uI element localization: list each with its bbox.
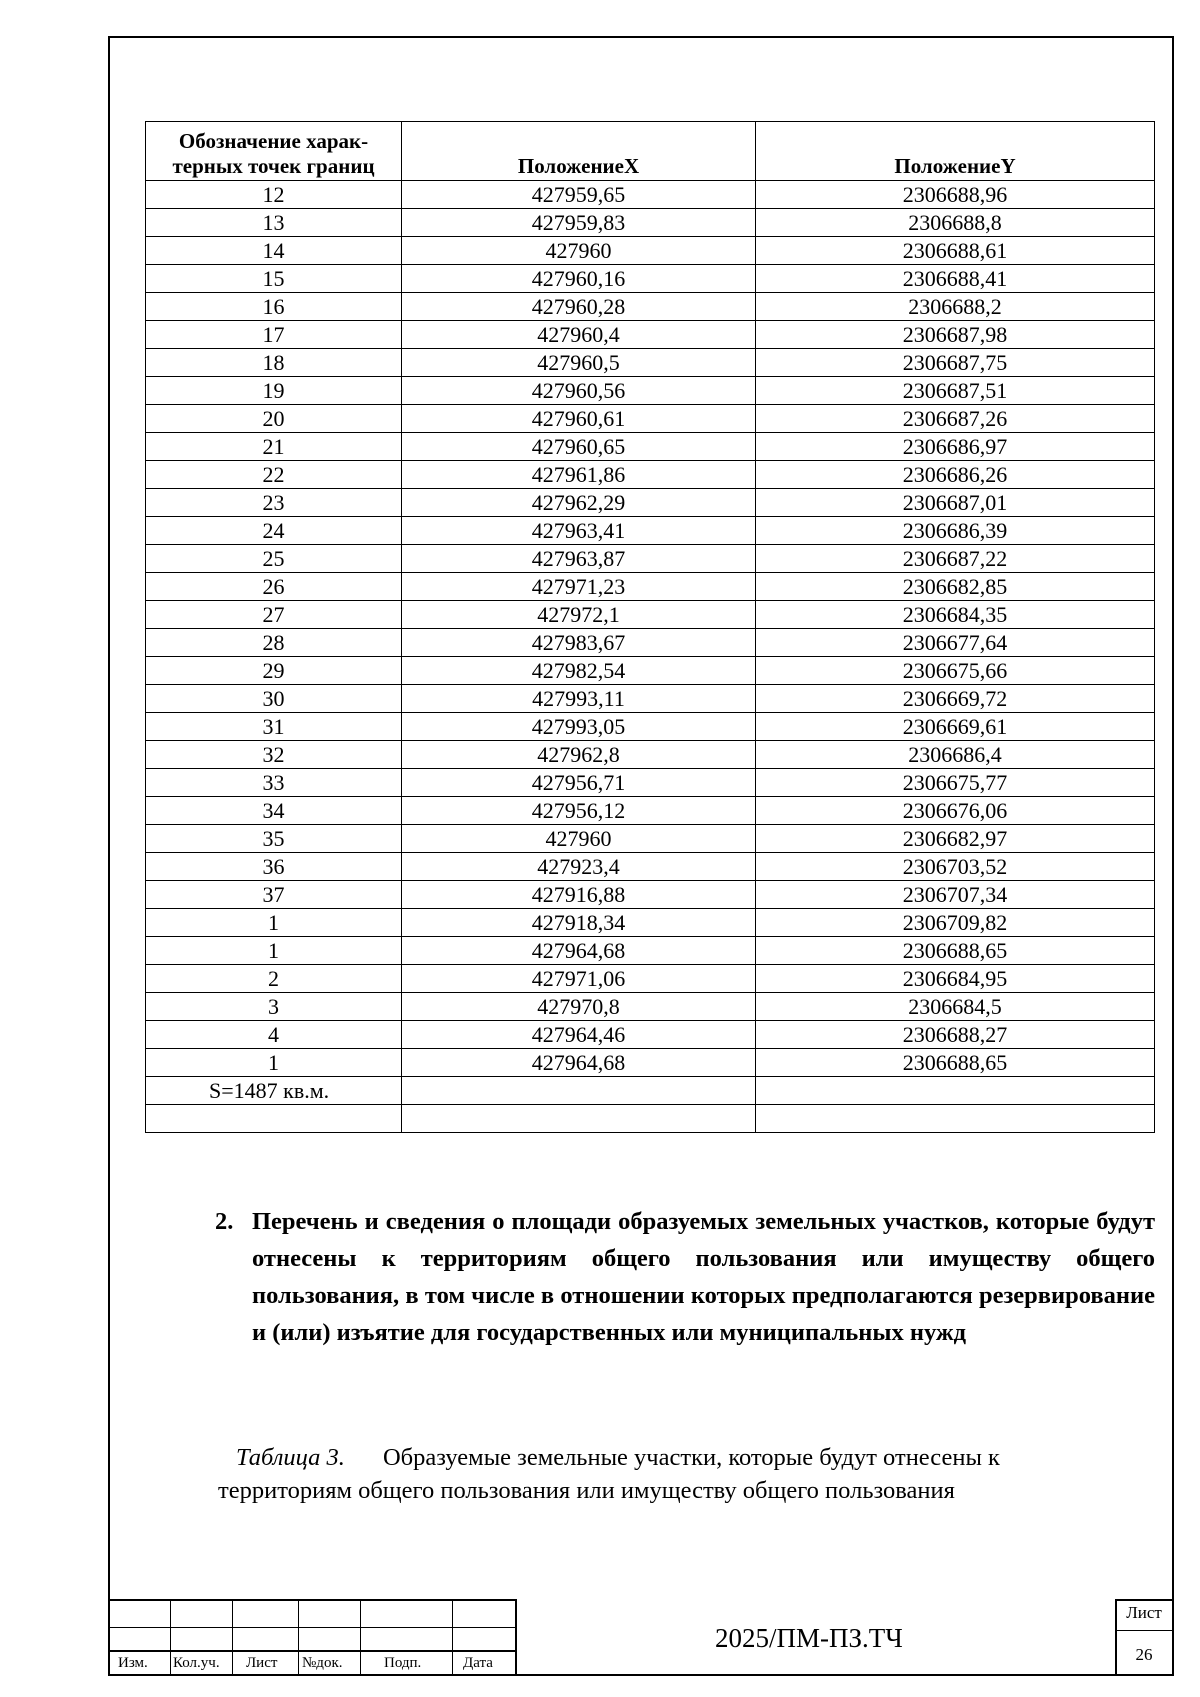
- table-row: [146, 237, 1155, 265]
- table-row: [146, 181, 1155, 209]
- point-cell: 28: [146, 629, 402, 657]
- table-row: [146, 349, 1155, 377]
- point-cell: 1: [146, 909, 402, 937]
- point-cell: 3: [146, 993, 402, 1021]
- y-cell: 2306707,34: [756, 881, 1155, 909]
- sheet-number: 26: [1135, 1645, 1153, 1664]
- table-row: [146, 741, 1155, 769]
- x-cell: 427962,29: [402, 489, 756, 517]
- point-cell: 31: [146, 713, 402, 741]
- y-cell: 2306688,2: [756, 293, 1155, 321]
- point-cell: 37: [146, 881, 402, 909]
- header-position-y: ПоложениеY: [756, 122, 1155, 181]
- stamp-izm: Изм.: [118, 1655, 148, 1671]
- table-row: [146, 713, 1155, 741]
- table-row: [146, 517, 1155, 545]
- y-cell: 2306684,35: [756, 601, 1155, 629]
- table-row: [146, 545, 1155, 573]
- table-row: [146, 433, 1155, 461]
- x-cell: 427963,87: [402, 545, 756, 573]
- point-cell: 14: [146, 237, 402, 265]
- x-cell: 427960,65: [402, 433, 756, 461]
- y-cell: 2306688,41: [756, 265, 1155, 293]
- point-cell: 19: [146, 377, 402, 405]
- y-cell: 2306688,65: [756, 937, 1155, 965]
- stamp-data: Дата: [463, 1655, 493, 1671]
- stamp-n-dok: №док.: [302, 1655, 343, 1671]
- area-cell: S=1487 кв.м.: [146, 1077, 402, 1105]
- table-row: [146, 265, 1155, 293]
- point-cell: 2: [146, 965, 402, 993]
- point-cell: 12: [146, 181, 402, 209]
- table-row: [146, 937, 1155, 965]
- y-cell: 2306688,96: [756, 181, 1155, 209]
- point-cell: 17: [146, 321, 402, 349]
- x-cell: 427960,61: [402, 405, 756, 433]
- y-cell: 2306687,22: [756, 545, 1155, 573]
- y-cell: 2306688,8: [756, 209, 1155, 237]
- y-cell: 2306687,01: [756, 489, 1155, 517]
- table-row: [146, 209, 1155, 237]
- x-cell: 427960,16: [402, 265, 756, 293]
- table-row: [146, 881, 1155, 909]
- y-cell: 2306687,51: [756, 377, 1155, 405]
- x-cell: 427971,06: [402, 965, 756, 993]
- empty-row: [146, 1105, 1155, 1133]
- y-cell: 2306675,66: [756, 657, 1155, 685]
- table-row: [146, 629, 1155, 657]
- table-header-row: [146, 122, 1155, 181]
- point-cell: 22: [146, 461, 402, 489]
- point-cell: 30: [146, 685, 402, 713]
- x-cell: 427993,05: [402, 713, 756, 741]
- x-cell: 427961,86: [402, 461, 756, 489]
- x-cell: 427972,1: [402, 601, 756, 629]
- point-cell: 35: [146, 825, 402, 853]
- point-cell: 26: [146, 573, 402, 601]
- y-cell: 2306682,85: [756, 573, 1155, 601]
- x-cell: 427963,41: [402, 517, 756, 545]
- table-body: [146, 181, 1155, 1133]
- x-cell: 427923,4: [402, 853, 756, 881]
- table-row: [146, 377, 1155, 405]
- y-cell: 2306687,75: [756, 349, 1155, 377]
- table-caption: [218, 1441, 1148, 1507]
- stamp-kol-uch: Кол.уч.: [173, 1655, 220, 1671]
- point-cell: 23: [146, 489, 402, 517]
- area-row: [146, 1077, 1155, 1105]
- table-row: [146, 853, 1155, 881]
- header-point-designation: Обозначение харак- терных точек границ: [146, 122, 402, 181]
- y-cell: 2306669,61: [756, 713, 1155, 741]
- point-cell: 15: [146, 265, 402, 293]
- point-cell: 36: [146, 853, 402, 881]
- point-cell: 16: [146, 293, 402, 321]
- y-cell: 2306676,06: [756, 797, 1155, 825]
- x-cell: 427959,83: [402, 209, 756, 237]
- point-cell: 24: [146, 517, 402, 545]
- point-cell: 13: [146, 209, 402, 237]
- point-cell: 33: [146, 769, 402, 797]
- header-position-x: ПоложениеX: [402, 122, 756, 181]
- table-row: [146, 909, 1155, 937]
- y-cell: 2306684,5: [756, 993, 1155, 1021]
- table-row: [146, 797, 1155, 825]
- x-cell: 427964,68: [402, 1049, 756, 1077]
- y-cell: 2306687,98: [756, 321, 1155, 349]
- y-cell: 2306686,26: [756, 461, 1155, 489]
- y-cell: 2306669,72: [756, 685, 1155, 713]
- table-row: [146, 965, 1155, 993]
- x-cell: 427960,4: [402, 321, 756, 349]
- x-cell: 427960,28: [402, 293, 756, 321]
- x-cell: 427916,88: [402, 881, 756, 909]
- x-cell: 427964,68: [402, 937, 756, 965]
- coordinates-table: [145, 121, 1155, 1133]
- table-row: [146, 1049, 1155, 1077]
- table-row: [146, 825, 1155, 853]
- y-cell: 2306684,95: [756, 965, 1155, 993]
- table-row: [146, 293, 1155, 321]
- table-row: [146, 461, 1155, 489]
- x-cell: 427970,8: [402, 993, 756, 1021]
- x-cell: 427960,56: [402, 377, 756, 405]
- x-cell: 427971,23: [402, 573, 756, 601]
- caption-text-line2: территориям общего пользования или имуществу общего пользования: [218, 1477, 955, 1504]
- y-cell: 2306688,27: [756, 1021, 1155, 1049]
- y-cell: 2306709,82: [756, 909, 1155, 937]
- y-cell: 2306682,97: [756, 825, 1155, 853]
- x-cell: 427960: [402, 237, 756, 265]
- table-row: [146, 489, 1155, 517]
- table-row: [146, 657, 1155, 685]
- x-cell: 427964,46: [402, 1021, 756, 1049]
- stamp-list: Лист: [246, 1655, 278, 1671]
- point-cell: 25: [146, 545, 402, 573]
- y-cell: 2306688,61: [756, 237, 1155, 265]
- y-cell: 2306675,77: [756, 769, 1155, 797]
- point-cell: 27: [146, 601, 402, 629]
- section-heading: [215, 1203, 1155, 1351]
- document-code: 2025/ПМ-ПЗ.ТЧ: [715, 1623, 903, 1653]
- stamp-podp: Подп.: [384, 1655, 422, 1671]
- y-cell: 2306688,65: [756, 1049, 1155, 1077]
- x-cell: 427960: [402, 825, 756, 853]
- y-cell: 2306686,97: [756, 433, 1155, 461]
- x-cell: 427918,34: [402, 909, 756, 937]
- section-number: 2.: [215, 1208, 234, 1235]
- y-cell: 2306686,4: [756, 741, 1155, 769]
- point-cell: 1: [146, 1049, 402, 1077]
- point-cell: 21: [146, 433, 402, 461]
- point-cell: 34: [146, 797, 402, 825]
- table-row: [146, 1021, 1155, 1049]
- caption-label: Таблица 3.: [236, 1444, 345, 1471]
- x-cell: 427983,67: [402, 629, 756, 657]
- x-cell: 427962,8: [402, 741, 756, 769]
- table-row: [146, 321, 1155, 349]
- x-cell: 427960,5: [402, 349, 756, 377]
- x-cell: 427982,54: [402, 657, 756, 685]
- caption-text-line1: Образуемые земельные участки, которые будут отнесены к: [382, 1444, 1000, 1471]
- x-cell: 427956,71: [402, 769, 756, 797]
- table-row: [146, 601, 1155, 629]
- sheet-label: Лист: [1126, 1603, 1162, 1622]
- table-row: [146, 685, 1155, 713]
- point-cell: 18: [146, 349, 402, 377]
- table-row: [146, 993, 1155, 1021]
- y-cell: 2306686,39: [756, 517, 1155, 545]
- point-cell: 29: [146, 657, 402, 685]
- point-cell: 1: [146, 937, 402, 965]
- x-cell: 427959,65: [402, 181, 756, 209]
- table-row: [146, 573, 1155, 601]
- x-cell: 427993,11: [402, 685, 756, 713]
- point-cell: 4: [146, 1021, 402, 1049]
- y-cell: 2306703,52: [756, 853, 1155, 881]
- table-row: [146, 405, 1155, 433]
- y-cell: 2306677,64: [756, 629, 1155, 657]
- table-row: [146, 769, 1155, 797]
- x-cell: 427956,12: [402, 797, 756, 825]
- point-cell: 20: [146, 405, 402, 433]
- section-title: Перечень и сведения о площади образуемых земельных участков, которые будут отнесены к территориям общего пользования или имуществу общего пользования, в том числе в отношении которых предполагаются резервирование и (или) изъятие для государственных или муниципальных нужд: [252, 1208, 1155, 1346]
- point-cell: 32: [146, 741, 402, 769]
- y-cell: 2306687,26: [756, 405, 1155, 433]
